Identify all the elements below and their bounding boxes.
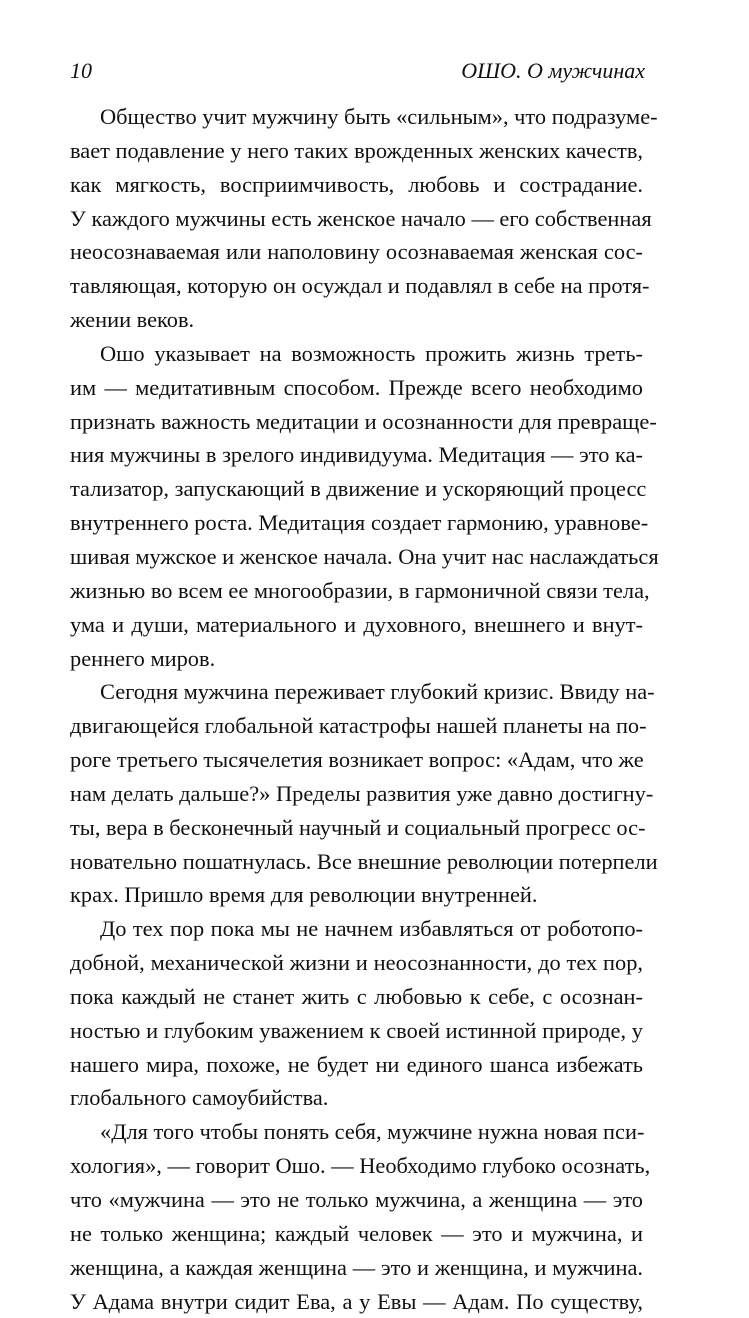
- text-line: внутреннего роста. Медитация создает гармонию, уравнове-: [70, 510, 649, 536]
- text-line: жении веков.: [70, 307, 195, 333]
- paragraph: [70, 912, 643, 1115]
- text-line: что «мужчина — это не только мужчина, а женщина — это: [70, 1187, 643, 1212]
- text-line: ностью и глубоким уважением к своей истинной природе, у: [70, 1017, 643, 1043]
- text-line: нашего мира, похоже, не будет ни единого шанса избежать: [70, 1051, 643, 1077]
- text-line: крах. Пришло время для революции внутренней.: [70, 882, 538, 908]
- text-line: нам делать дальше?» Пределы развития уже давно достигну-: [70, 780, 654, 806]
- text-line: ния мужчины в зрелого индивидуума. Медитация — это ка-: [70, 442, 643, 468]
- paragraph: [70, 100, 658, 337]
- text-line: пока каждый не станет жить с любовью к себе, с осознан-: [70, 983, 643, 1009]
- body-text: [70, 100, 659, 1318]
- text-line: роге третьего тысячелетия возникает вопрос: «Адам, что же: [70, 747, 644, 773]
- text-line: признать важность медитации и осознанности для превраще-: [70, 408, 657, 434]
- text-line: Сегодня мужчина переживает глубокий кризис. Ввиду на-: [100, 679, 655, 705]
- text-line: «Для того чтобы понять себя, мужчине нужна новая пси-: [100, 1119, 645, 1145]
- text-line: им — медитативным способом. Прежде всего необходимо: [70, 374, 643, 400]
- text-line: жизнью во всем ее многообразии, в гармоничной связи тела,: [70, 577, 650, 603]
- text-line: шивая мужское и женское начала. Она учит нас наслаждаться: [70, 543, 659, 569]
- running-head: [70, 56, 645, 86]
- text-line: тавляющая, которую он осуждал и подавлял в себе на протя-: [70, 273, 650, 299]
- text-line: хология», — говорит Ошо. — Необходимо глубоко осознать,: [70, 1153, 651, 1179]
- text-line: Ошо указывает на возможность прожить жизнь треть-: [100, 340, 643, 366]
- text-line: У каждого мужчины есть женское начало — его собственная: [70, 205, 652, 231]
- text-line: женщина, а каждая женщина — это и женщина, и мужчина.: [70, 1254, 643, 1280]
- text-line: До тех пор пока мы не начнем избавляться от роботопо-: [100, 916, 643, 942]
- text-line: Общество учит мужчину быть «сильным», что подразуме-: [100, 104, 658, 129]
- text-line: как мягкость, восприимчивость, любовь и сострадание.: [70, 171, 643, 197]
- text-line: добной, механической жизни и неосознанности, до тех пор,: [70, 950, 643, 976]
- running-title: ОШО. О мужчинах: [461, 58, 645, 83]
- paragraph: [70, 337, 659, 675]
- text-line: глобального самоубийства.: [70, 1085, 329, 1111]
- text-line: новательно пошатнулась. Все внешние революции потерпели: [70, 848, 658, 874]
- text-line: ума и души, материального и духовного, внешнего и внут-: [70, 611, 643, 637]
- text-line: ты, вера в бесконечный научный и социальный прогресс ос-: [70, 814, 646, 840]
- text-line: не только женщина; каждый человек — это и мужчина, и: [70, 1220, 643, 1246]
- text-line: реннего миров.: [70, 645, 216, 671]
- paragraph: [70, 1115, 651, 1318]
- text-line: неосознаваемая или наполовину осознаваемая женская сос-: [70, 239, 643, 265]
- text-line: У Адама внутри сидит Ева, а у Евы — Адам. По существу,: [70, 1288, 643, 1314]
- text-line: двигающейся глобальной катастрофы нашей планеты на по-: [70, 713, 647, 739]
- text-line: вает подавление у него таких врожденных женских качеств,: [70, 137, 643, 163]
- text-line: тализатор, запускающий в движение и ускоряющий процесс: [70, 476, 647, 502]
- paragraph: [70, 675, 658, 912]
- page-number: 10: [70, 58, 92, 83]
